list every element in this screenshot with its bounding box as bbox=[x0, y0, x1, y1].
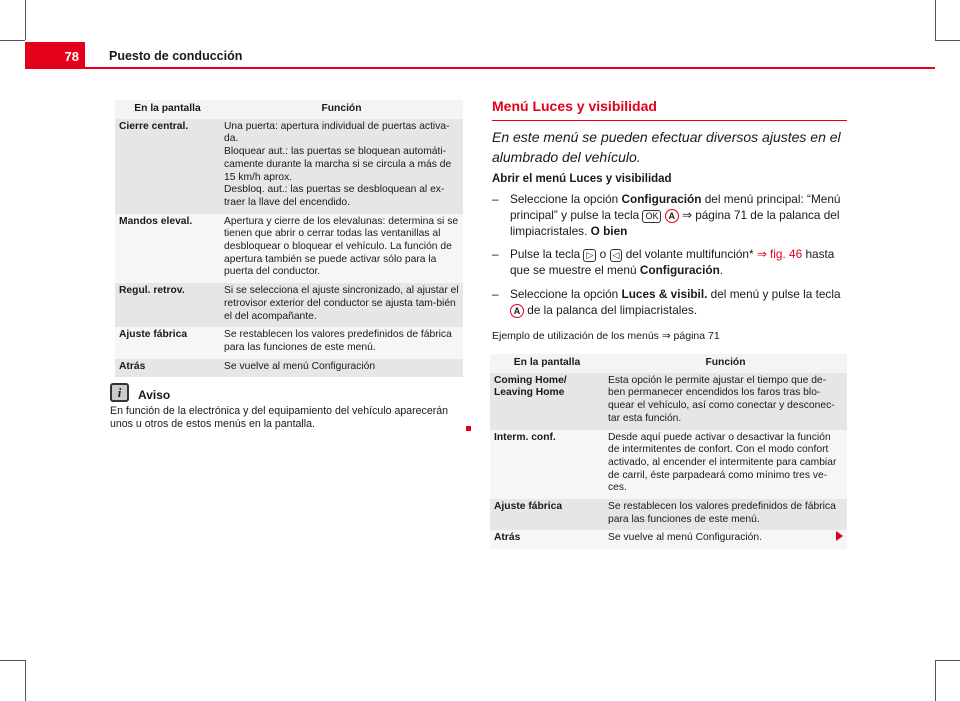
row-function bbox=[220, 214, 463, 284]
crop-mark bbox=[935, 40, 960, 41]
row-key: Cierre central. bbox=[115, 119, 220, 214]
row-function bbox=[220, 283, 463, 327]
continue-arrow-icon bbox=[836, 531, 843, 541]
column-header: Función bbox=[220, 100, 463, 119]
text: Seleccione la opción bbox=[510, 287, 622, 301]
step-2 bbox=[492, 246, 852, 278]
row-key: Ajuste fábrica bbox=[490, 499, 604, 530]
function-line: Desbloq. aut.: las puertas se desbloquean al ex-traer la llave del encendido. bbox=[224, 184, 445, 208]
row-function bbox=[604, 530, 847, 549]
table-row bbox=[115, 214, 463, 284]
text: o bbox=[596, 247, 610, 261]
table-row bbox=[115, 327, 463, 358]
table-row bbox=[115, 283, 463, 327]
function-line: Apertura y cierre de los elevalunas: determina si se tienen que abrir o cerrar todas las ventanillas al desbloquear o bloquear el vehículo. La función de apertura también se puede activar sólo para la puerta del conductor. bbox=[224, 215, 459, 278]
figure-link[interactable]: ⇒ fig. 46 bbox=[756, 247, 803, 261]
row-key: Atrás bbox=[115, 359, 220, 378]
text: hasta que se muestre el menú bbox=[510, 247, 835, 277]
function-line: Esta opción le permite ajustar el tiempo que de-ben permanecer encendidos los faros tras blo-quear el vehículo, así como conectar y desconec-tar esta función. bbox=[608, 374, 835, 424]
function-line: Se vuelve al menú Configuración. bbox=[608, 532, 762, 544]
row-function bbox=[604, 499, 847, 530]
crop-mark bbox=[935, 660, 936, 701]
text: del menú y pulse la tecla bbox=[707, 287, 841, 301]
chapter-title: Puesto de conducción bbox=[109, 49, 243, 63]
table-row bbox=[490, 373, 847, 430]
right-arrow-key-icon: ▷ bbox=[583, 249, 596, 262]
function-line: Desde aquí puede activar o desactivar la función de intermitentes de confort. Con el modo confort activado, al encender el intermitente para cambiar de carril, éste parpadeará como mínimo tres ve-ces. bbox=[608, 431, 837, 494]
text: Pulse la tecla bbox=[510, 247, 584, 261]
function-line: Bloquear aut.: las puertas se bloquean automáti-camente durante la marcha si se circula a más de 15 km/h aprox. bbox=[224, 146, 452, 183]
menu-option: Luces & visibil. bbox=[621, 287, 708, 301]
example-reference[interactable]: Ejemplo de utilización de los menús ⇒ página 71 bbox=[492, 330, 720, 342]
table-row bbox=[490, 499, 847, 530]
function-line: Una puerta: apertura individual de puertas activa-da. bbox=[224, 120, 450, 145]
column-header: En la pantalla bbox=[115, 100, 220, 119]
info-icon: i bbox=[110, 383, 129, 402]
text: del menú principal: “Menú principal” y pulse la tecla bbox=[510, 192, 841, 222]
text: del volante multifunción* bbox=[622, 247, 757, 261]
menu-option: Configuración bbox=[621, 192, 702, 206]
section-lead: En este menú se pueden efectuar diversos ajustes en el alumbrado del vehículo. bbox=[492, 129, 841, 165]
row-key: Coming Home/ Leaving Home bbox=[490, 373, 604, 430]
header-rule bbox=[25, 67, 935, 69]
callout-a-icon: A bbox=[510, 304, 524, 318]
table-row bbox=[115, 119, 463, 214]
bullet-dash: – bbox=[492, 192, 499, 206]
page-number: 78 bbox=[25, 42, 85, 68]
row-function bbox=[604, 430, 847, 500]
step-3 bbox=[492, 286, 852, 318]
row-key: Atrás bbox=[490, 530, 604, 549]
function-line: Se vuelve al menú Configuración bbox=[224, 360, 376, 372]
step-1 bbox=[492, 191, 852, 239]
row-function bbox=[220, 359, 463, 378]
text: Seleccione la opción bbox=[510, 192, 622, 206]
bullet-dash: – bbox=[492, 287, 499, 301]
text: . bbox=[719, 263, 724, 277]
row-key: Ajuste fábrica bbox=[115, 327, 220, 358]
notice-text: En función de la electrónica y del equipamiento del vehículo aparecerán unos u otros de estos menús en la pantalla. bbox=[110, 405, 449, 430]
crop-mark bbox=[935, 0, 936, 40]
table-row bbox=[490, 530, 847, 549]
row-key: Mandos eleval. bbox=[115, 214, 220, 284]
crop-mark bbox=[0, 40, 25, 41]
subsection-title: Abrir el menú Luces y visibilidad bbox=[492, 173, 672, 185]
function-line: Se restablecen los valores predefinidos de fábrica para las funciones de este menú. bbox=[608, 501, 836, 525]
crop-mark bbox=[935, 660, 960, 661]
section-end-mark bbox=[466, 426, 471, 431]
column-header: Función bbox=[604, 354, 847, 373]
row-function bbox=[220, 119, 463, 214]
table-row bbox=[490, 430, 847, 500]
left-settings-table bbox=[115, 100, 463, 377]
row-function bbox=[220, 327, 463, 358]
left-arrow-key-icon: ◁ bbox=[610, 249, 623, 262]
ok-key-icon: OK bbox=[642, 210, 661, 223]
page-reference[interactable]: ⇒ página 71 de la palanca del limpiacristales. bbox=[510, 208, 840, 238]
function-line: Se restablecen los valores predefinidos de fábrica para las funciones de este menú. bbox=[224, 329, 452, 353]
row-key: Regul. retrov. bbox=[115, 283, 220, 327]
callout-a-icon: A bbox=[665, 209, 679, 223]
row-key: Interm. conf. bbox=[490, 430, 604, 500]
column-header: En la pantalla bbox=[490, 354, 604, 373]
menu-option: Configuración bbox=[639, 263, 720, 277]
table-row bbox=[115, 359, 463, 378]
section-title: Menú Luces y visibilidad bbox=[492, 98, 847, 121]
right-settings-table bbox=[490, 354, 847, 549]
row-function bbox=[604, 373, 847, 430]
notice-title: Aviso bbox=[138, 388, 171, 402]
bullet-dash: – bbox=[492, 247, 499, 261]
text: O bien bbox=[590, 224, 628, 238]
crop-mark bbox=[25, 0, 26, 40]
crop-mark bbox=[0, 660, 25, 661]
function-line: Si se selecciona el ajuste sincronizado, al ajustar el retrovisor exterior del conductor se ajusta tam-bién el del acompañante. bbox=[224, 285, 459, 322]
text: de la palanca del limpiacristales. bbox=[524, 303, 698, 317]
crop-mark bbox=[25, 660, 26, 701]
